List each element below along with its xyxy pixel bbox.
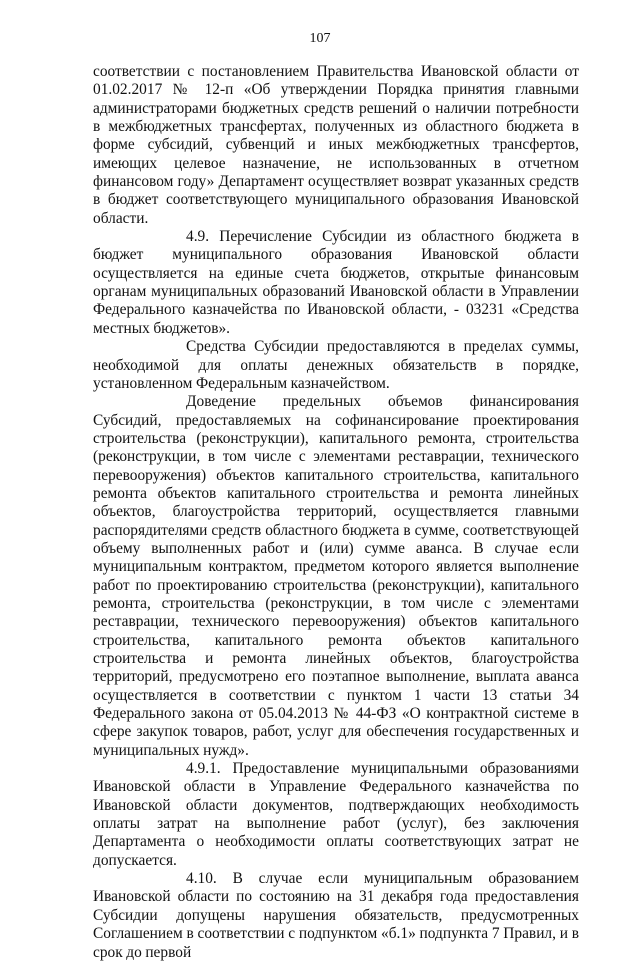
paragraph-4-10: 4.10. В случае если муниципальным образованием Ивановской области по состоянию на 31 декабря года предоставления Субсидии допущены нарушения обязательств, предусмотренных Соглашением в соответствии с подпунктом «б.1» подпункта 7 Правил, и в срок до первой (93, 870, 579, 961)
paragraph-4-9-1: 4.9.1. Предоставление муниципальными образованиями Ивановской области в Управление Федерального казначейства по Ивановской области документов, подтверждающих необходимость оплаты затрат на выполнение работ (услуг), без заключения Департамента о необходимости оплаты соответствующих затрат не допускается. (93, 760, 579, 869)
paragraph-subsidy-funds: Средства Субсидии предоставляются в пределах суммы, необходимой для оплаты денежных обязательств в порядке, установленном Федеральным казначейством. (93, 338, 579, 392)
body-text (93, 63, 579, 962)
page-number: 107 (309, 31, 331, 46)
paragraph-continuation: соответствии с постановлением Правительства Ивановской области от 01.02.2017 № 12-п «Об утверждении Порядка принятия главными администраторами бюджетных средств решений о наличии потребности в межбюджетных трансфертах, полученных из областного бюджета в форме субсидий, субвенций и иных межбюджетных трансфертов, имеющих целевое назначение, не использованных в отчетном финансовом году» Департамент осуществляет возврат указанных средств в бюджет соответствующего муниципального образования Ивановской области. (93, 63, 579, 227)
paragraph-4-9: 4.9. Перечисление Субсидии из областного бюджета в бюджет муниципального образования Ивановской области осуществляется на единые счета бюджетов, открытые финансовым органам муниципальных образований Ивановской области в Управлении Федерального казначейства по Ивановской области, - 03231 «Средства местных бюджетов». (93, 228, 579, 337)
paragraph-financing-limits: Доведение предельных объемов финансирования Субсидий, предоставляемых на софинансирование проектирования строительства (реконструкции), капитального ремонта, строительства (реконструкции, в том числе с элементами реставрации, технического перевооружения) объектов капитального строительства, капитального ремонта объектов капитального строительства и ремонта линейных объектов, благоустройства территорий, осуществляется главными распорядителями средств областного бюджета в сумме, соответствующей объему выполненных работ и (или) сумме аванса. В случае если муниципальным контрактом, предметом которого является выполнение работ по проектированию строительства (реконструкции), капитального ремонта, строительства (реконструкции, в том числе с элементами реставрации, технического перевооружения) объектов капитального строительства, капитального ремонта объектов капитального строительства и ремонта линейных объектов, благоустройства территорий, предусмотрено его поэтапное выполнение, выплата аванса осуществляется в соответствии с пунктом 1 части 13 статьи 34 Федерального закона от 05.04.2013 № 44-ФЗ «О контрактной системе в сфере закупок товаров, работ, услуг для обеспечения государственных и муниципальных нужд». (93, 393, 579, 759)
